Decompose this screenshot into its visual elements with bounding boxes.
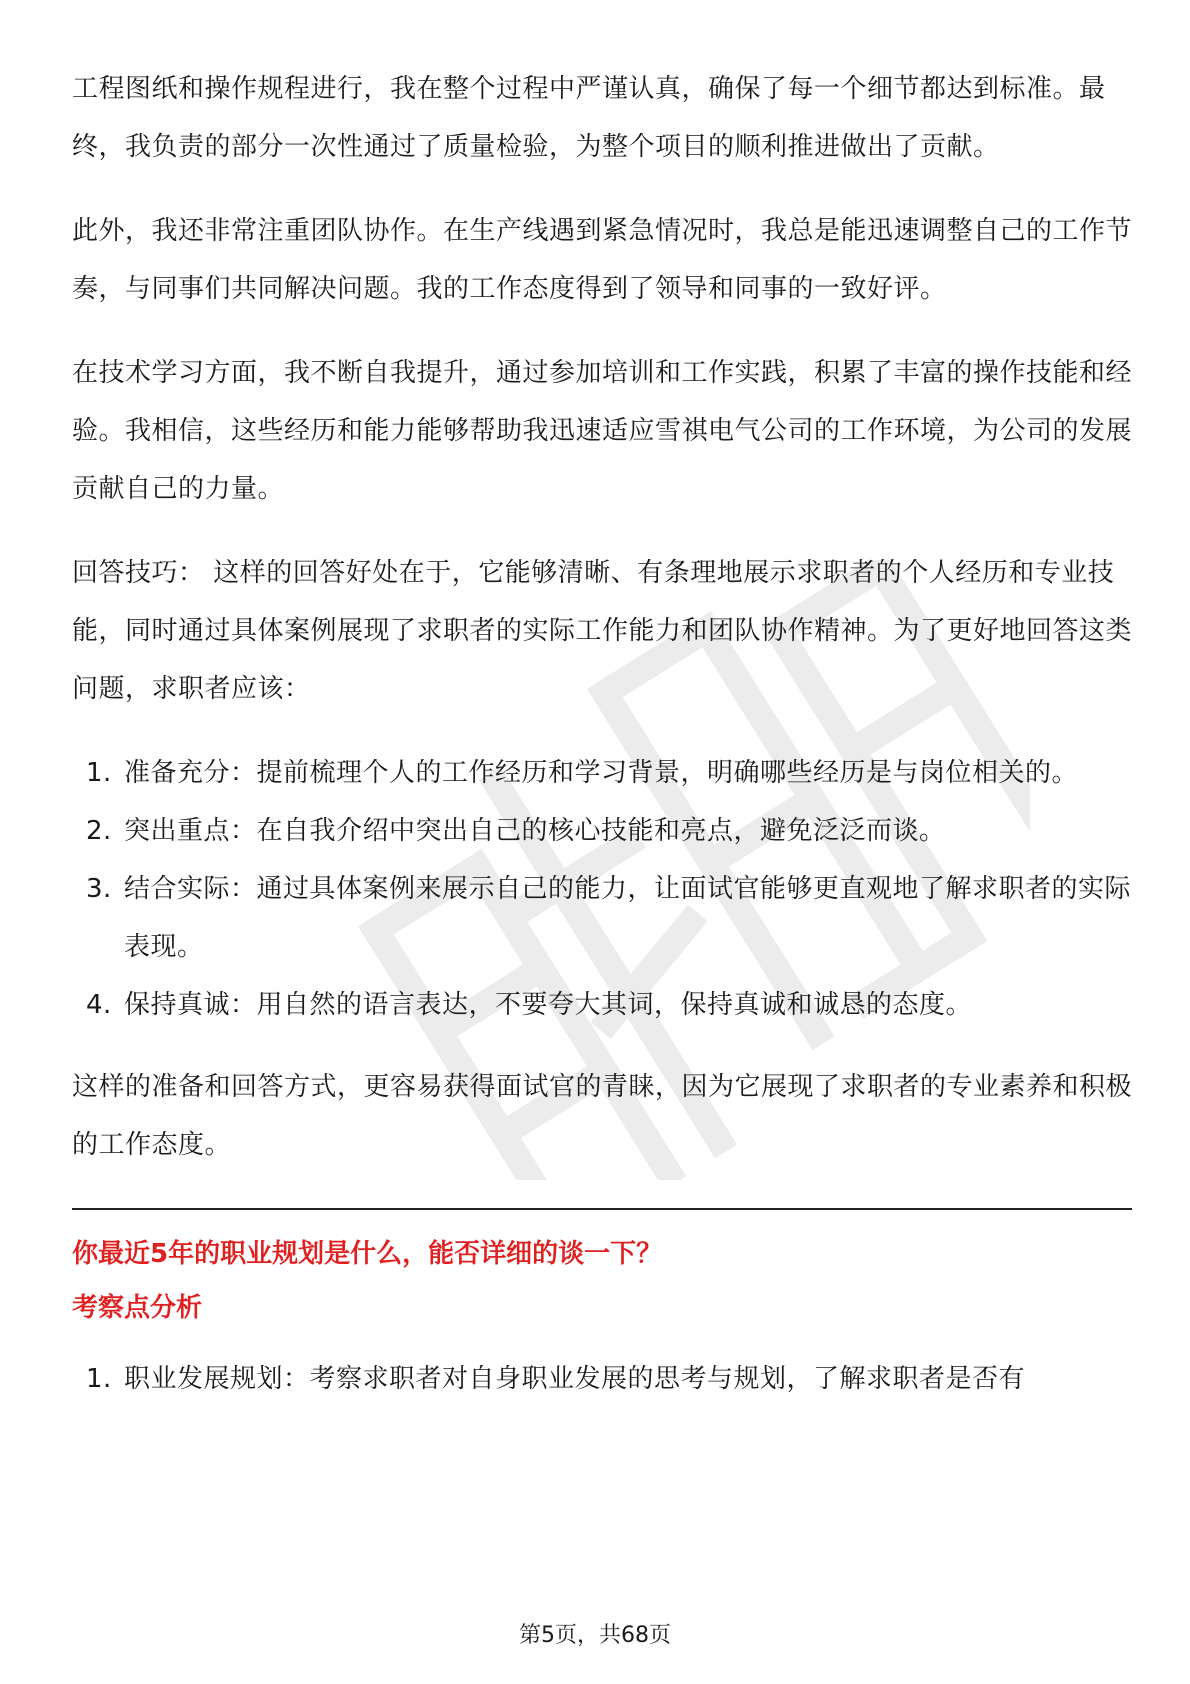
analysis-heading: 考察点分析 [72,1293,203,1323]
section-divider [72,1208,1132,1210]
list-item: 2. 突出重点：在自我介绍中突出自己的核心技能和亮点，避免泛泛而谈。 [86,816,946,846]
document-body [72,60,1132,1432]
paragraph-teamwork: 此外，我还非常注重团队协作。在生产线遇到紧急情况时，我总是能迅速调整自己的工作节奏，与同事们共同解决问题。我的工作态度得到了领导和同事的一致好评。 [72,216,1133,304]
tips-list [72,744,1132,1034]
page-number: 第5页，共68页 [519,1623,671,1648]
paragraph-tips-intro: 回答技巧： 这样的回答好处在于，它能够清晰、有条理地展示求职者的个人经历和专业技能，同时通过具体案例展现了求职者的实际工作能力和团队协作精神。为了更好地回答这类问题，求职者应该： [72,558,1133,704]
list-item: 1. 准备充分：提前梳理个人的工作经历和学习背景，明确哪些经历是与岗位相关的。 [86,758,1079,788]
paragraph-project: 工程图纸和操作规程进行，我在整个过程中严谨认真，确保了每一个细节都达到标准。最终，我负责的部分一次性通过了质量检验，为整个项目的顺利推进做出了贡献。 [72,74,1106,162]
analysis-list [72,1350,1132,1408]
list-item: 1. 职业发展规划：考察求职者对自身职业发展的思考与规划，了解求职者是否有 [86,1364,1026,1394]
paragraph-closing: 这样的准备和回答方式，更容易获得面试官的青睐，因为它展现了求职者的专业素养和积极的工作态度。 [72,1072,1133,1160]
list-item: 3. 结合实际：通过具体案例来展示自己的能力，让面试官能够更直观地了解求职者的实际表现。 [86,874,1132,962]
paragraph-learning: 在技术学习方面，我不断自我提升，通过参加培训和工作实践，积累了丰富的操作技能和经验。我相信，这些经历和能力能够帮助我迅速适应雪祺电气公司的工作环境，为公司的发展贡献自己的力量。 [72,358,1133,504]
question-title: 你最近5年的职业规划是什么，能否详细的谈一下？ [72,1239,663,1269]
list-item: 4. 保持真诚：用自然的语言表达，不要夸大其词，保持真诚和诚恳的态度。 [86,990,973,1020]
